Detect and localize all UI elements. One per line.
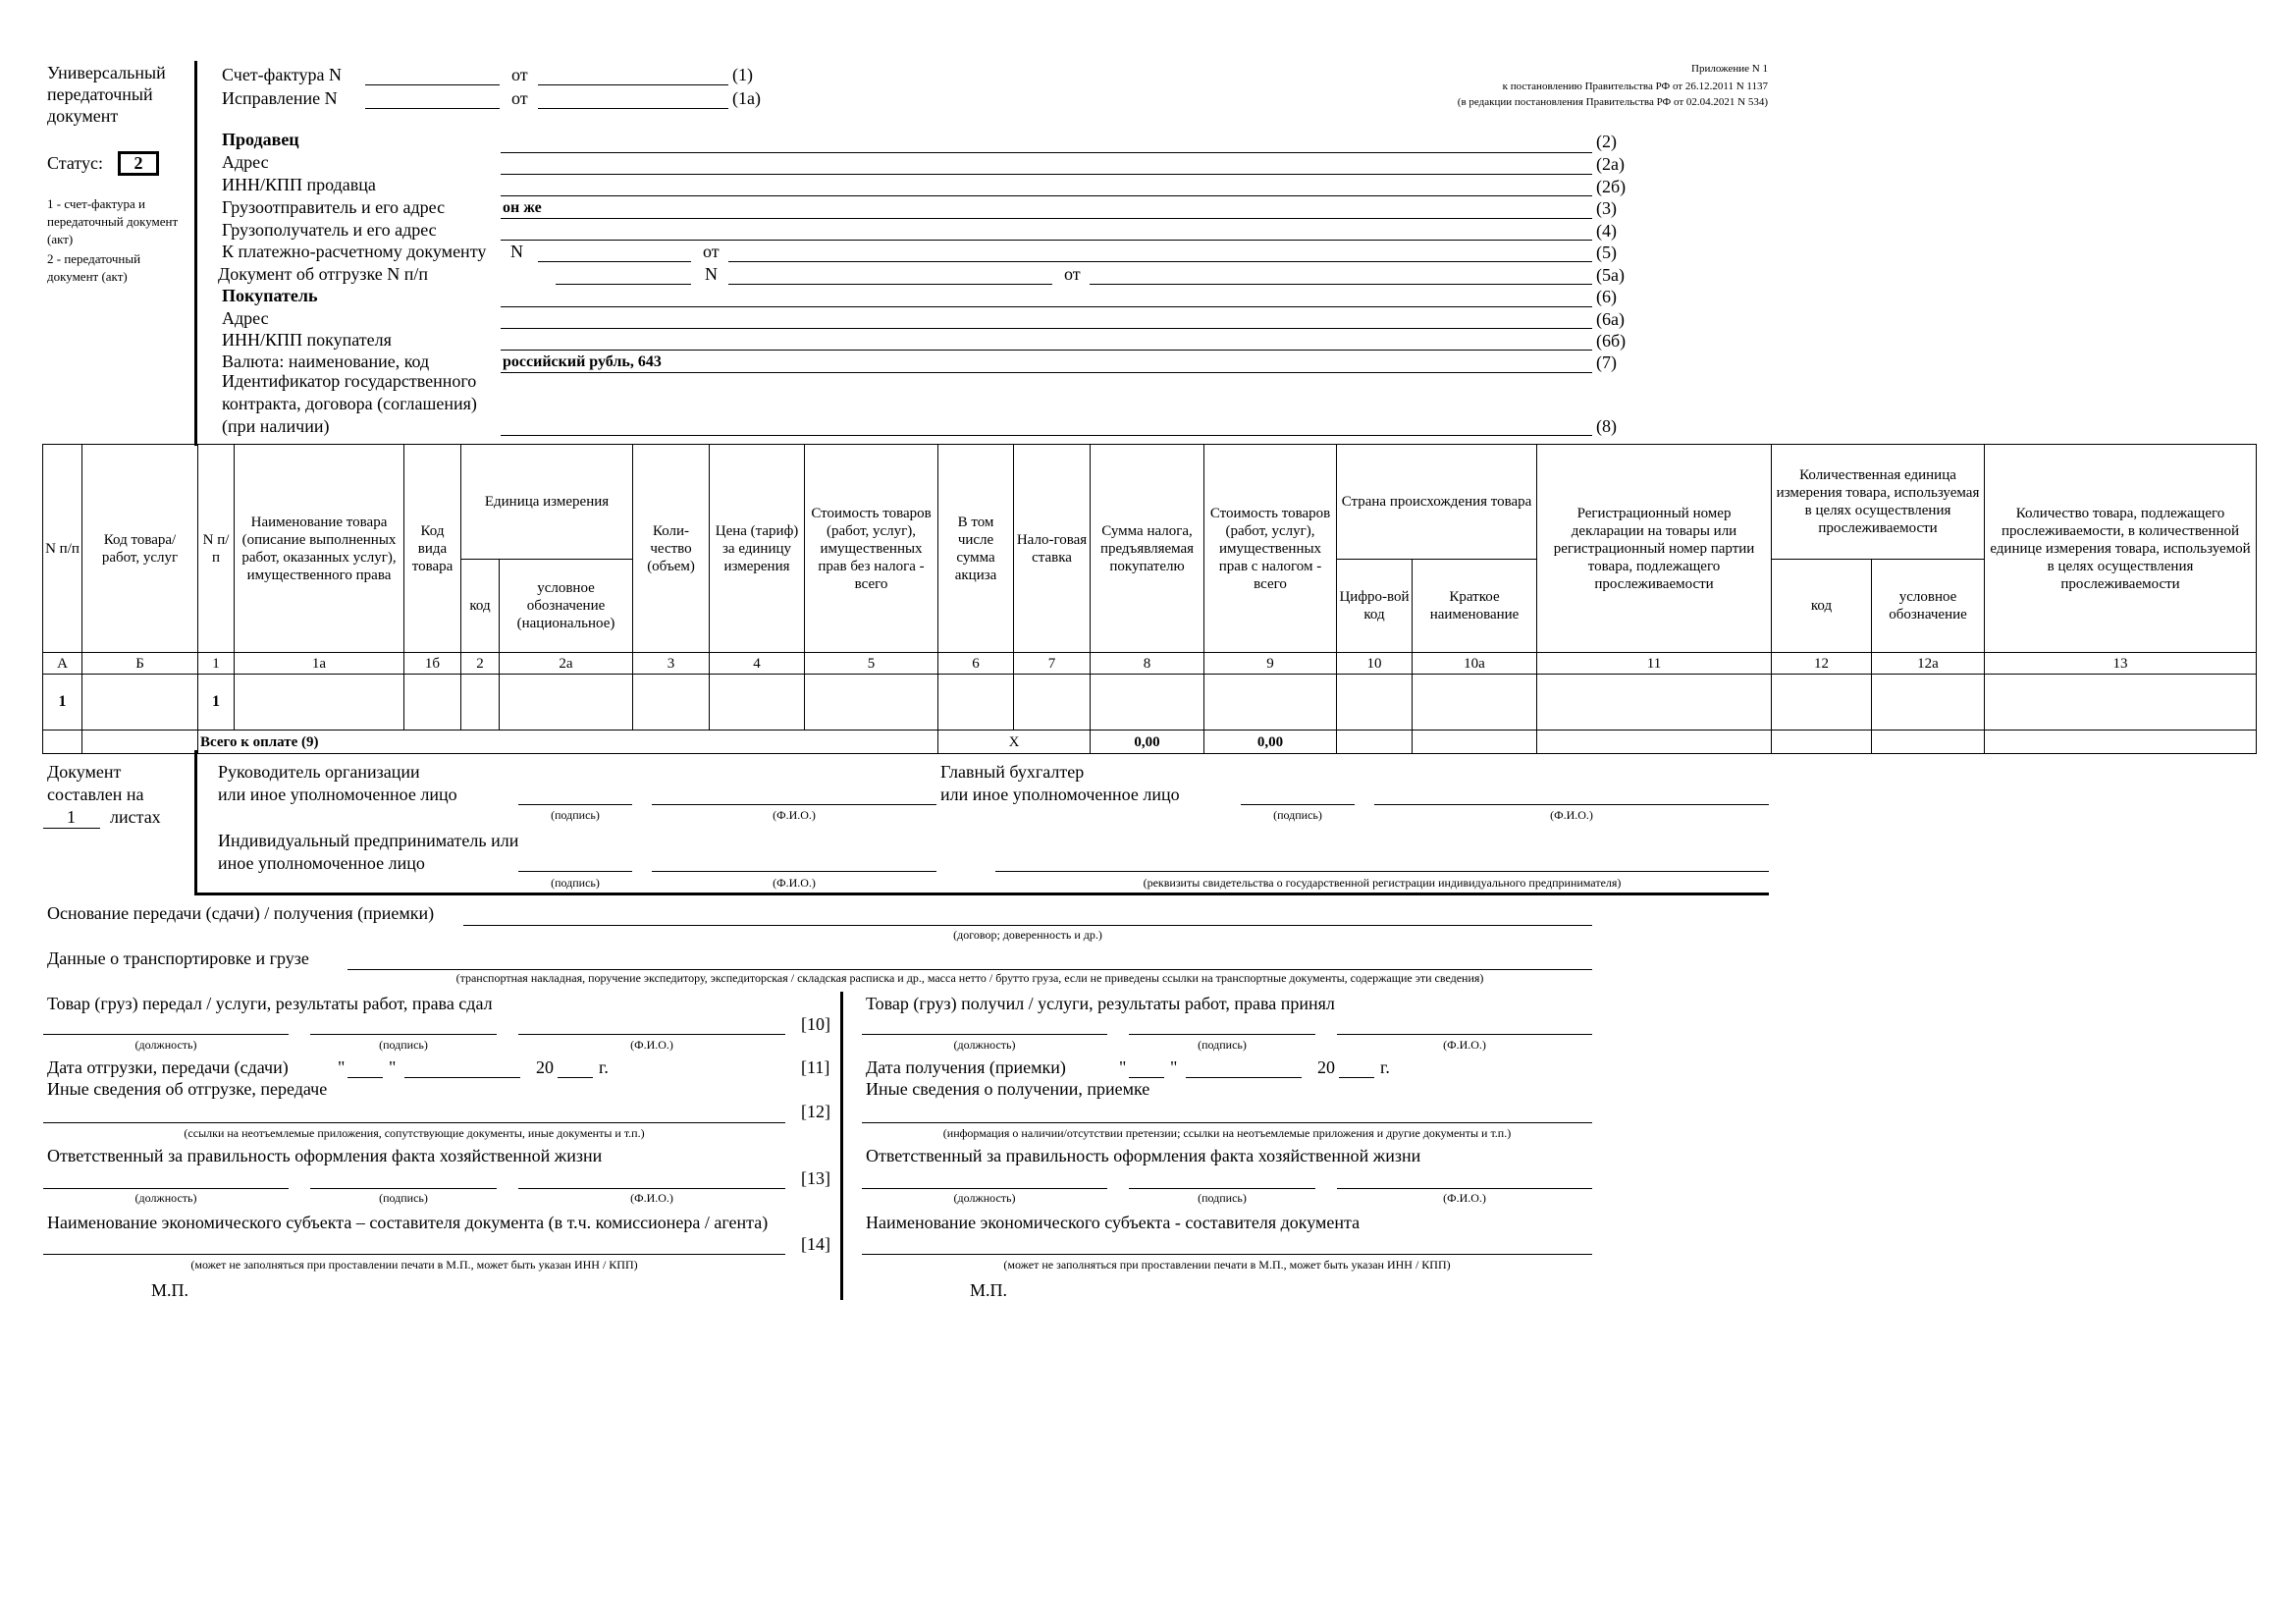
payment-doc-label: К платежно-расчетному документу [222, 242, 487, 261]
right-entity-label: Наименование экономического субъекта - составителя документа [866, 1213, 1361, 1232]
appendix-line-3: (в редакции постановления Правительства РФ от 02.04.2021 N 534) [1457, 96, 1768, 108]
row-cell[interactable] [1014, 675, 1091, 731]
left-entity-caption: (может не заполняться при проставлении печати в М.П., может быть указан ИНН / КПП) [190, 1258, 638, 1272]
currency-label: Валюта: наименование, код [222, 352, 430, 371]
idx-cell: 5 [805, 653, 938, 675]
idx-cell: 12а [1872, 653, 1985, 675]
th-unit: Единица измерения [461, 445, 633, 560]
row-cell[interactable] [1413, 675, 1537, 731]
right-resp-sign-field[interactable] [1129, 1188, 1315, 1189]
right-mp: М.П. [970, 1280, 1008, 1300]
accountant-sign-field[interactable] [1241, 804, 1355, 805]
th-country-code: Цифро-вой код [1337, 560, 1413, 653]
transfer-divider [840, 992, 843, 1300]
got-fio-caption: (Ф.И.О.) [1443, 1038, 1486, 1052]
invoice-date-field[interactable] [538, 84, 728, 85]
got-fio-field[interactable] [1337, 1034, 1592, 1035]
seller-address-label: Адрес [222, 152, 269, 172]
th-n-pp-2: N п/п [198, 445, 235, 653]
left-resp-sign-caption: (подпись) [379, 1191, 428, 1205]
doc-type-line-1: Универсальный [47, 63, 166, 82]
invoice-ref: (1) [732, 65, 753, 84]
row-cell[interactable] [500, 675, 633, 731]
gave-fio-field[interactable] [518, 1034, 785, 1035]
th-unit-name: условное обозначение (национальное) [500, 560, 633, 653]
recv-date-quote-close: " [1170, 1057, 1178, 1077]
idx-cell: 3 [633, 653, 710, 675]
seller-label: Продавец [222, 130, 299, 149]
buyer-field[interactable] [501, 306, 1592, 307]
index-row [43, 653, 2257, 675]
right-resp-fio-field[interactable] [1337, 1188, 1592, 1189]
total-cell [1872, 731, 1985, 754]
correction-from-label: от [511, 88, 528, 108]
ip-requisites-field[interactable] [995, 871, 1769, 872]
row-cell[interactable] [1772, 675, 1872, 731]
left-resp-fio-caption: (Ф.И.О.) [630, 1191, 673, 1205]
row-cell[interactable] [1537, 675, 1772, 731]
transport-caption: (транспортная накладная, поручение экспедитору, экспедиторская / складская расписка и др., масса нетто / брутто груза, если не приведены ссылки на транспортные документы, содержащие эти сведения) [455, 971, 1484, 985]
basis-label: Основание передачи (сдачи) / получения (приемки) [47, 903, 435, 923]
th-kind-code: Код вида товара [404, 445, 461, 653]
doc-type-line-2: передаточный [47, 84, 153, 104]
doc-sheets-line-2: составлен на [47, 785, 144, 804]
accountant-sign-caption: (подпись) [1273, 808, 1322, 822]
transport-field[interactable] [347, 969, 1592, 970]
status-label: Статус: [47, 153, 103, 173]
shipment-doc-from: от [1064, 264, 1081, 284]
buyer-address-field[interactable] [501, 328, 1592, 329]
row-cell[interactable] [461, 675, 500, 731]
seller-address-field[interactable] [501, 174, 1592, 175]
buyer-inn-field[interactable] [501, 350, 1592, 351]
ship-month-field[interactable] [404, 1077, 520, 1078]
got-sign-field[interactable] [1129, 1034, 1315, 1035]
ip-fio-field[interactable] [652, 871, 936, 872]
total-label: Всего к оплате (9) [198, 731, 938, 754]
status-note-1: 1 - счет-фактура и [47, 196, 145, 211]
row-cell[interactable] [1985, 675, 2257, 731]
correction-label: Исправление N [222, 88, 338, 108]
row-cell[interactable] [404, 675, 461, 731]
total-cell [1537, 731, 1772, 754]
row-cell[interactable] [1337, 675, 1413, 731]
left-resp-sign-field[interactable] [310, 1188, 497, 1189]
left-other-caption: (ссылки на неотъемлемые приложения, сопутствующие документы, иные документы и т.п.) [184, 1126, 645, 1140]
left-entity-field[interactable] [43, 1254, 785, 1255]
row-cell[interactable] [938, 675, 1014, 731]
got-position-caption: (должность) [953, 1038, 1016, 1052]
row-n2[interactable]: 1 [198, 675, 235, 731]
left-mp: М.П. [151, 1280, 189, 1300]
ship-date-quote-close: " [389, 1057, 397, 1077]
header-divider [194, 61, 197, 446]
th-declaration: Регистрационный номер декларации на товары или регистрационный номер партии товара, подлежащего прослеживаемости [1537, 445, 1772, 653]
seller-field[interactable] [501, 152, 1592, 153]
consignee-field[interactable] [501, 240, 1592, 241]
buyer-address-ref: (6а) [1596, 309, 1625, 329]
signature-bottom-line [194, 893, 1769, 895]
status-note-3: (акт) [47, 232, 74, 246]
right-other-label: Иные сведения о получении, приемке [866, 1079, 1150, 1099]
gov-contract-field[interactable] [501, 435, 1592, 436]
head-fio-field[interactable] [652, 804, 936, 805]
status-note-4: 2 - передаточный [47, 251, 141, 266]
currency-field[interactable] [501, 372, 1592, 373]
ref-10: [10] [801, 1014, 830, 1034]
signature-divider [194, 750, 197, 895]
status-note-2: передаточный документ [47, 214, 179, 229]
shipper-value[interactable]: он же [503, 199, 542, 216]
currency-value[interactable]: российский рубль, 643 [503, 353, 662, 370]
right-resp-position-field[interactable] [862, 1188, 1107, 1189]
head-fio-caption: (Ф.И.О.) [773, 808, 816, 822]
th-trace-unit: Количественная единица измерения товара, используемая в целях осуществления прослеживаемости [1772, 445, 1985, 560]
idx-cell: 13 [1985, 653, 2257, 675]
sheets-word: листах [110, 807, 161, 827]
left-resp-fio-field[interactable] [518, 1188, 785, 1189]
gov-contract-line-2: контракта, договора (соглашения) [222, 394, 477, 413]
consignee-label: Грузополучатель и его адрес [222, 220, 437, 240]
idx-cell: 6 [938, 653, 1014, 675]
basis-caption: (договор; доверенность и др.) [953, 928, 1102, 942]
seller-inn-label: ИНН/КПП продавца [222, 175, 376, 194]
ship-date-label: Дата отгрузки, передачи (сдачи) [47, 1057, 289, 1077]
got-position-field[interactable] [862, 1034, 1107, 1035]
idx-cell: 4 [710, 653, 805, 675]
doc-type-line-3: документ [47, 106, 119, 126]
head-line-2: или иное уполномоченное лицо [218, 785, 457, 804]
idx-cell: 11 [1537, 653, 1772, 675]
accountant-fio-caption: (Ф.И.О.) [1550, 808, 1593, 822]
ship-year-field[interactable] [558, 1077, 593, 1078]
row-cell[interactable] [710, 675, 805, 731]
got-label: Товар (груз) получил / услуги, результаты работ, права принял [866, 994, 1335, 1013]
row-cell[interactable] [1204, 675, 1337, 731]
idx-cell: Б [82, 653, 198, 675]
basis-field[interactable] [463, 925, 1592, 926]
th-price: Цена (тариф) за единицу измерения [710, 445, 805, 653]
gave-position-caption: (должность) [134, 1038, 197, 1052]
ship-year-prefix: 20 [536, 1057, 554, 1077]
th-country-name: Краткое наименование [1413, 560, 1537, 653]
ip-fio-caption: (Ф.И.О.) [773, 876, 816, 890]
row-cell[interactable] [1872, 675, 1985, 731]
total-cell [1337, 731, 1413, 754]
status-note-5: документ (акт) [47, 269, 128, 284]
total-cell [43, 731, 82, 754]
idx-cell: 2 [461, 653, 500, 675]
ref-11: [11] [801, 1057, 830, 1077]
invoice-from-label: от [511, 65, 528, 84]
total-cost-w-tax: 0,00 [1204, 731, 1337, 754]
shipper-label: Грузоотправитель и его адрес [222, 197, 446, 217]
buyer-inn-label: ИНН/КПП покупателя [222, 330, 392, 350]
got-sign-caption: (подпись) [1198, 1038, 1247, 1052]
th-trace-unit-code: код [1772, 560, 1872, 653]
accountant-line-1: Главный бухгалтер [940, 762, 1085, 782]
recv-year-suffix: г. [1380, 1057, 1390, 1077]
right-other-field[interactable] [862, 1122, 1592, 1123]
total-tax-sum: 0,00 [1091, 731, 1204, 754]
invoice-label: Счет-фактура N [222, 65, 342, 84]
recv-month-field[interactable] [1186, 1077, 1302, 1078]
idx-cell: 9 [1204, 653, 1337, 675]
ip-sign-field[interactable] [518, 871, 632, 872]
left-entity-label: Наименование экономического субъекта – составителя документа (в т.ч. комиссионера / агента) [47, 1213, 769, 1232]
row-n[interactable]: 1 [43, 675, 82, 731]
gov-contract-line-3: (при наличии) [222, 416, 330, 436]
payment-doc-date-field[interactable] [728, 261, 1592, 262]
ship-date-quote-open: " [338, 1057, 346, 1077]
gave-sign-caption: (подпись) [379, 1038, 428, 1052]
ref-13: [13] [801, 1168, 830, 1188]
correction-ref: (1а) [732, 88, 761, 108]
row-cell[interactable] [805, 675, 938, 731]
th-name: Наименование товара (описание выполненных работ, оказанных услуг), имущественного права [235, 445, 404, 653]
payment-doc-number-field[interactable] [538, 261, 691, 262]
ip-requisites-caption: (реквизиты свидетельства о государственной регистрации индивидуального предпринимателя) [1143, 876, 1622, 890]
shipment-doc-label: Документ об отгрузке N п/п [218, 264, 429, 284]
accountant-line-2: или иное уполномоченное лицо [940, 785, 1180, 804]
ip-sign-caption: (подпись) [551, 876, 600, 890]
shipment-doc-number-field[interactable] [556, 284, 691, 285]
left-responsible-label: Ответственный за правильность оформления факта хозяйственной жизни [47, 1146, 603, 1165]
recv-date-quote-open: " [1119, 1057, 1127, 1077]
correction-date-field[interactable] [538, 108, 728, 109]
gov-contract-ref: (8) [1596, 416, 1617, 436]
goods-table [42, 444, 2257, 754]
th-excise: В том числе сумма акциза [938, 445, 1014, 653]
shipment-doc-n: N [705, 264, 718, 284]
left-other-label: Иные сведения об отгрузке, передаче [47, 1079, 328, 1099]
ip-line-1: Индивидуальный предприниматель или [218, 831, 519, 850]
left-resp-position-field[interactable] [43, 1188, 289, 1189]
total-cell [1772, 731, 1872, 754]
right-responsible-label: Ответственный за правильность оформления факта хозяйственной жизни [866, 1146, 1421, 1165]
accountant-fio-field[interactable] [1374, 804, 1769, 805]
gave-sign-field[interactable] [310, 1034, 497, 1035]
row-code[interactable] [82, 675, 198, 731]
right-resp-fio-caption: (Ф.И.О.) [1443, 1191, 1486, 1205]
status-value[interactable]: 2 [118, 151, 159, 176]
currency-ref: (7) [1596, 352, 1617, 372]
right-other-caption: (информация о наличии/отсутствии претензии; ссылки на неотъемлемые приложения и другие документы и т.п.) [942, 1126, 1512, 1140]
shipment-doc-date-field[interactable] [1090, 284, 1592, 285]
idx-cell: А [43, 653, 82, 675]
th-country: Страна происхождения товара [1337, 445, 1537, 560]
right-entity-caption: (может не заполняться при проставлении печати в М.П., может быть указан ИНН / КПП) [1003, 1258, 1451, 1272]
recv-date-label: Дата получения (приемки) [866, 1057, 1066, 1077]
total-excise: X [938, 731, 1091, 754]
idx-cell: 8 [1091, 653, 1204, 675]
total-cell [1985, 731, 2257, 754]
gave-position-field[interactable] [43, 1034, 289, 1035]
appendix-line-1: Приложение N 1 [1691, 63, 1768, 75]
head-sign-field[interactable] [518, 804, 632, 805]
right-resp-position-caption: (должность) [953, 1191, 1016, 1205]
th-tax-sum: Сумма налога, предъявляемая покупателю [1091, 445, 1204, 653]
idx-cell: 10а [1413, 653, 1537, 675]
appendix-line-2: к постановлению Правительства РФ от 26.12.2011 N 1137 [1502, 81, 1768, 92]
ship-day-field[interactable] [347, 1077, 383, 1078]
transport-label: Данные о транспортировке и грузе [47, 948, 309, 968]
buyer-inn-ref: (6б) [1596, 331, 1627, 351]
consignee-ref: (4) [1596, 221, 1617, 241]
recv-day-field[interactable] [1129, 1077, 1164, 1078]
th-cost-wo-tax: Стоимость товаров (работ, услуг), имущественных прав без налога - всего [805, 445, 938, 653]
head-sign-caption: (подпись) [551, 808, 600, 822]
right-resp-sign-caption: (подпись) [1198, 1191, 1247, 1205]
th-trace-qty: Количество товара, подлежащего прослеживаемости, в количественной единице измерения товара, используемой в целях осуществления прослеживаемости [1985, 445, 2257, 653]
payment-doc-n: N [510, 242, 523, 261]
gave-label: Товар (груз) передал / услуги, результаты работ, права сдал [47, 994, 493, 1013]
head-line-1: Руководитель организации [218, 762, 420, 782]
sheets-count[interactable]: 1 [67, 807, 76, 827]
left-resp-position-caption: (должность) [134, 1191, 197, 1205]
shipper-field[interactable] [501, 218, 1592, 219]
idx-cell: 1б [404, 653, 461, 675]
buyer-ref: (6) [1596, 287, 1617, 306]
ref-14: [14] [801, 1234, 830, 1254]
idx-cell: 12 [1772, 653, 1872, 675]
th-qty: Коли-чество (объем) [633, 445, 710, 653]
ip-line-2: иное уполномоченное лицо [218, 853, 425, 873]
table-row [43, 675, 2257, 731]
th-unit-code: код [461, 560, 500, 653]
row-cell[interactable] [1091, 675, 1204, 731]
th-tax-rate: Нало-говая ставка [1014, 445, 1091, 653]
total-cell [1413, 731, 1537, 754]
seller-inn-ref: (2б) [1596, 177, 1627, 196]
invoice-number-field[interactable] [365, 84, 500, 85]
th-trace-unit-name: условное обозначение [1872, 560, 1985, 653]
idx-cell: 10 [1337, 653, 1413, 675]
seller-ref: (2) [1596, 132, 1617, 151]
total-row [43, 731, 2257, 754]
idx-cell: 2а [500, 653, 633, 675]
ship-year-suffix: г. [599, 1057, 609, 1077]
shipper-ref: (3) [1596, 198, 1617, 218]
correction-number-field[interactable] [365, 108, 500, 109]
seller-inn-field[interactable] [501, 195, 1592, 196]
shipment-doc-name-field[interactable] [728, 284, 1052, 285]
doc-sheets-line-1: Документ [47, 762, 122, 782]
th-n-pp: N п/п [43, 445, 82, 653]
gov-contract-line-1: Идентификатор государственного [222, 371, 477, 391]
gave-fio-caption: (Ф.И.О.) [630, 1038, 673, 1052]
right-entity-field[interactable] [862, 1254, 1592, 1255]
th-cost-w-tax: Стоимость товаров (работ, услуг), имущественных прав с налогом - всего [1204, 445, 1337, 653]
buyer-address-label: Адрес [222, 308, 269, 328]
sheets-count-field[interactable] [43, 828, 100, 829]
ref-12: [12] [801, 1102, 830, 1121]
payment-doc-from: от [703, 242, 720, 261]
idx-cell: 1а [235, 653, 404, 675]
buyer-label: Покупатель [222, 286, 318, 305]
shipment-doc-ref: (5а) [1596, 265, 1625, 285]
recv-year-prefix: 20 [1317, 1057, 1335, 1077]
left-other-field[interactable] [43, 1122, 785, 1123]
row-cell[interactable] [235, 675, 404, 731]
total-cell [82, 731, 198, 754]
idx-cell: 7 [1014, 653, 1091, 675]
th-code: Код товара/ работ, услуг [82, 445, 198, 653]
idx-cell: 1 [198, 653, 235, 675]
payment-doc-ref: (5) [1596, 243, 1617, 262]
seller-address-ref: (2а) [1596, 154, 1625, 174]
row-cell[interactable] [633, 675, 710, 731]
recv-year-field[interactable] [1339, 1077, 1374, 1078]
